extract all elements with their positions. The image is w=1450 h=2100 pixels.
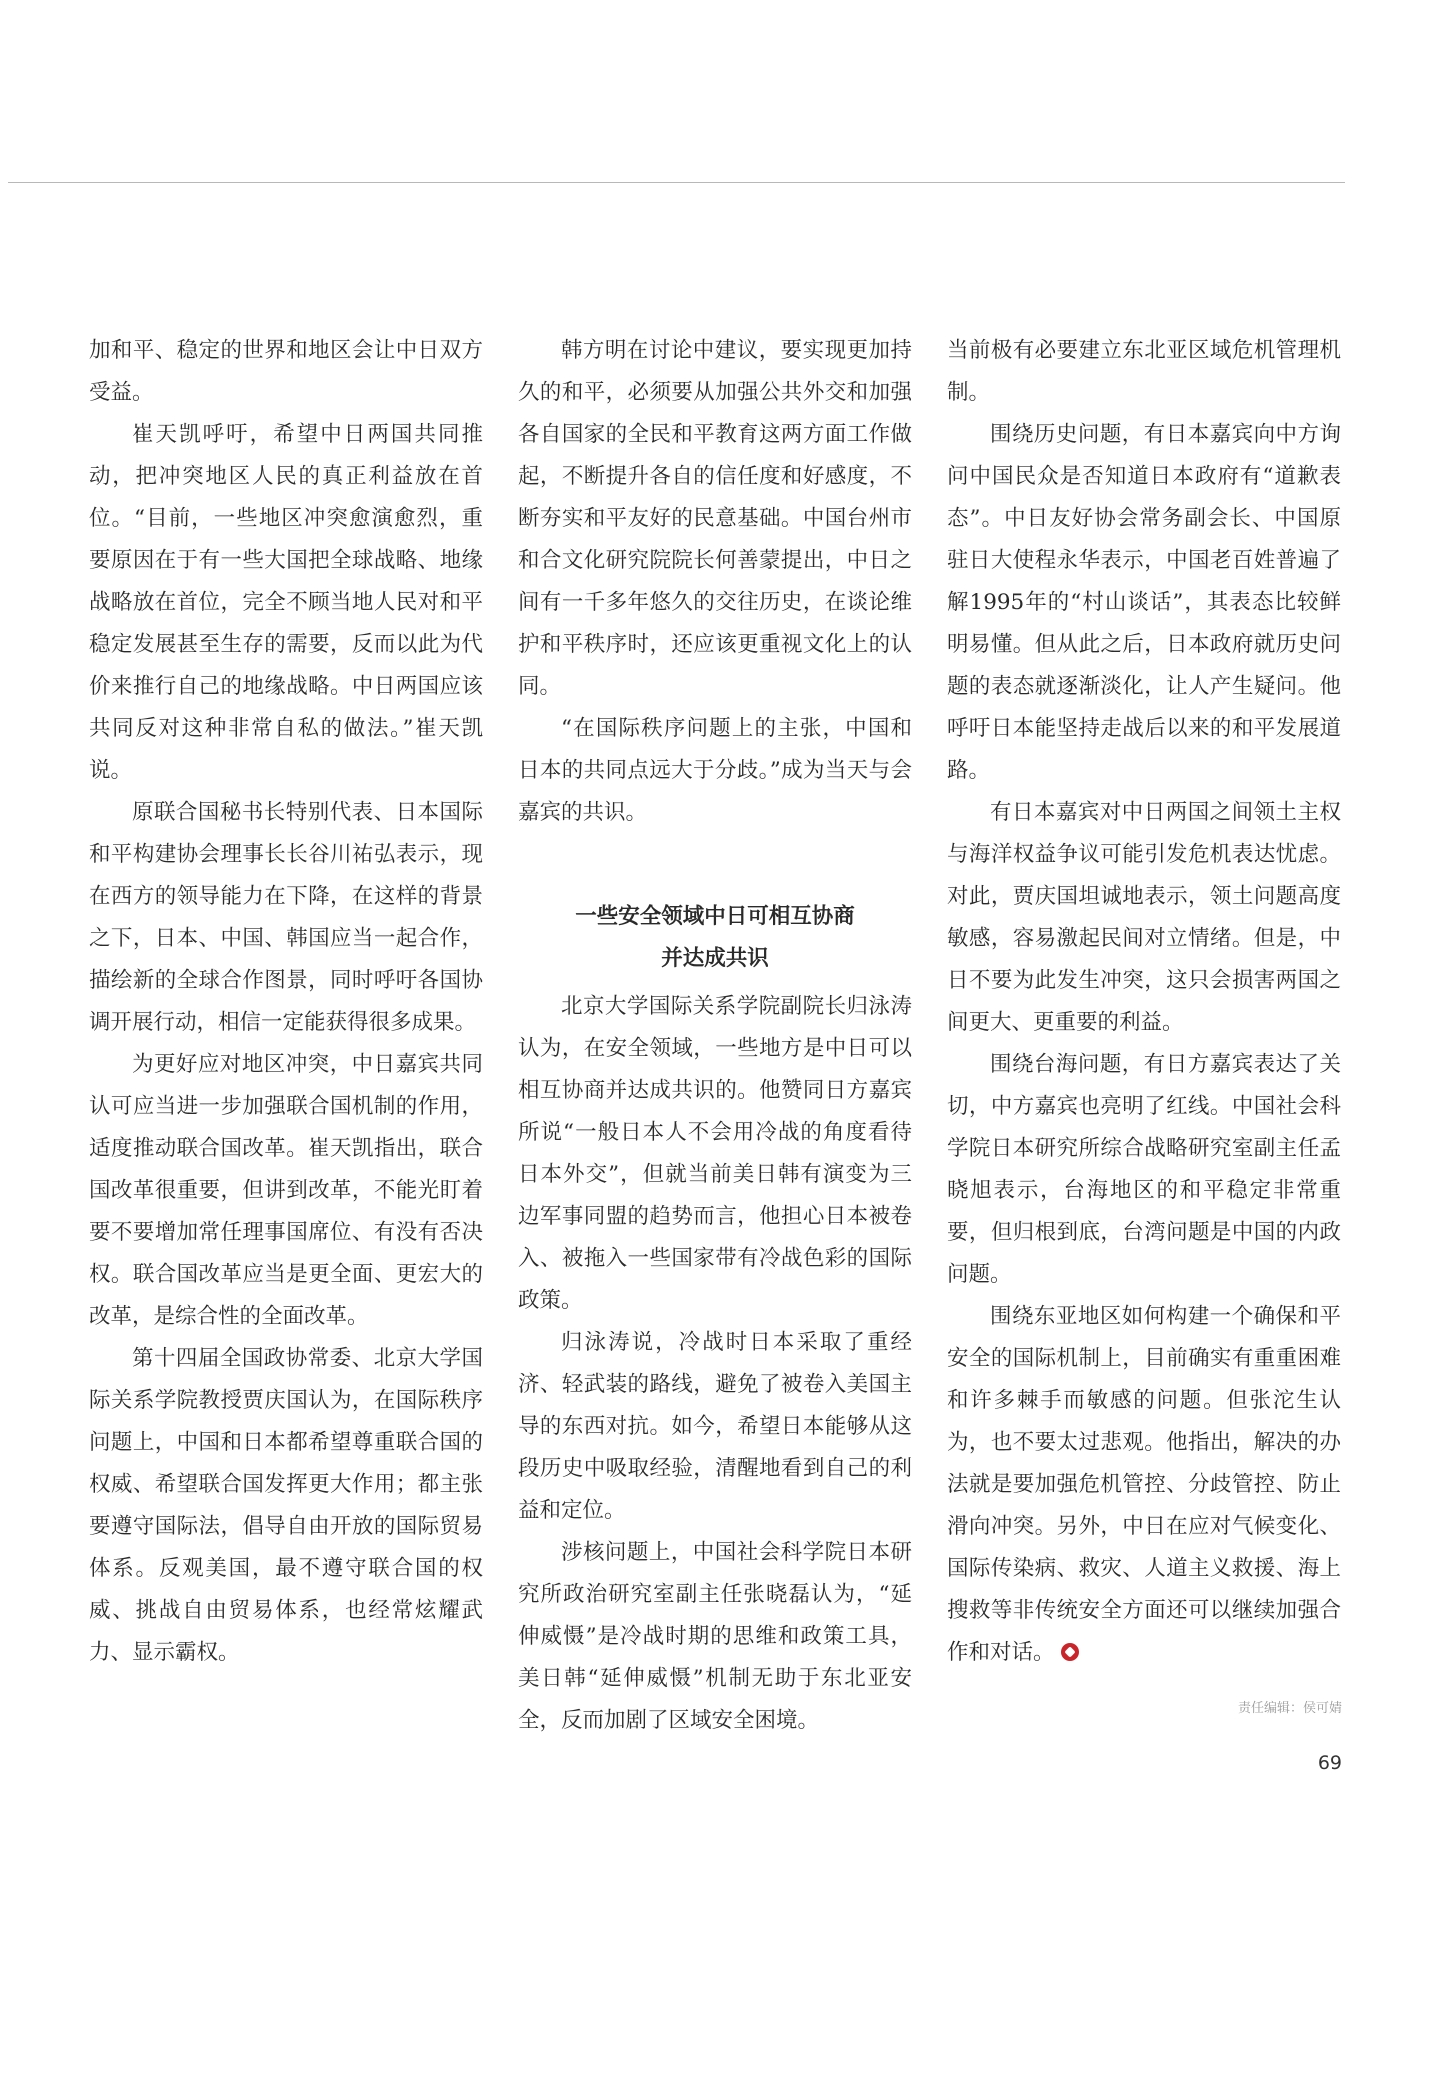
article-column-1 bbox=[89, 330, 483, 1674]
paragraph: 第十四届全国政协常委、北京大学国际关系学院教授贾庆国认为，在国际秩序问题上，中国和日本都希望尊重联合国的权威、希望联合国发挥更大作用；都主张要遵守国际法，倡导自由开放的国际贸易体系。反观美国，最不遵守联合国的权威、挑战自由贸易体系，也经常炫耀武力、显示霸权。 bbox=[89, 1346, 483, 1665]
paragraph: 北京大学国际关系学院副院长归泳涛认为，在安全领域，一些地方是中日可以相互协商并达成共识的。他赞同日方嘉宾所说“一般日本人不会用冷战的角度看待日本外交”，但就当前美日韩有演变为三边军事同盟的趋势而言，他担心日本被卷入、被拖入一些国家带有冷战色彩的国际政策。 bbox=[518, 994, 912, 1313]
editor-credit: 责任编辑：侯可婧 bbox=[1237, 1701, 1342, 1716]
paragraph: 原联合国秘书长特别代表、日本国际和平构建协会理事长长谷川祐弘表示，现在西方的领导能力在下降，在这样的背景之下，日本、中国、韩国应当一起合作，描绘新的全球合作图景，同时呼吁各国协调开展行动，相信一定能获得很多成果。 bbox=[89, 800, 483, 1035]
paragraph: 归泳涛说，冷战时日本采取了重经济、轻武装的路线，避免了被卷入美国主导的东西对抗。如今，希望日本能够从这段历史中吸取经验，清醒地看到自己的利益和定位。 bbox=[518, 1330, 912, 1523]
paragraph: 崔天凯呼吁，希望中日两国共同推动，把冲突地区人民的真正利益放在首位。“目前，一些地区冲突愈演愈烈，重要原因在于有一些大国把全球战略、地缘战略放在首位，完全不顾当地人民对和平稳定发展甚至生存的需要，反而以此为代价来推行自己的地缘战略。中日两国应该共同反对这种非常自私的做法。”崔天凯说。 bbox=[89, 422, 483, 783]
paragraph: “在国际秩序问题上的主张，中国和日本的共同点远大于分歧。”成为当天与会嘉宾的共识。 bbox=[518, 716, 912, 825]
header-rule bbox=[8, 182, 1345, 183]
paragraph: 韩方明在讨论中建议，要实现更加持久的和平，必须要从加强公共外交和加强各自国家的全民和平教育这两方面工作做起，不断提升各自的信任度和好感度，不断夯实和平友好的民意基础。中国台州市和合文化研究院院长何善蒙提出，中日之间有一千多年悠久的交往历史，在谈论维护和平秩序时，还应该更重视文化上的认同。 bbox=[518, 338, 912, 699]
page-number: 69 bbox=[1317, 1752, 1342, 1774]
paragraph: 有日本嘉宾对中日两国之间领土主权与海洋权益争议可能引发危机表达忧虑。对此，贾庆国坦诚地表示，领土问题高度敏感，容易激起民间对立情绪。但是，中日不要为此发生冲突，这只会损害两国之间更大、更重要的利益。 bbox=[947, 800, 1341, 1035]
section-heading-line-1: 一些安全领域中日可相互协商 bbox=[575, 904, 855, 929]
paragraph: 加和平、稳定的世界和地区会让中日双方受益。 bbox=[89, 338, 483, 405]
article-column-3 bbox=[947, 330, 1341, 1674]
paragraph: 围绕台海问题，有日方嘉宾表达了关切，中方嘉宾也亮明了红线。中国社会科学院日本研究所综合战略研究室副主任孟晓旭表示，台海地区的和平稳定非常重要，但归根到底，台湾问题是中国的内政问题。 bbox=[947, 1052, 1341, 1287]
article-column-2 bbox=[518, 330, 912, 1742]
paragraph: 当前极有必要建立东北亚区域危机管理机制。 bbox=[947, 338, 1341, 405]
paragraph: 为更好应对地区冲突，中日嘉宾共同认可应当进一步加强联合国机制的作用，适度推动联合国改革。崔天凯指出，联合国改革很重要，但讲到改革，不能光盯着要不要增加常任理事国席位、有没有否决权。联合国改革应当是更全面、更宏大的改革，是综合性的全面改革。 bbox=[89, 1052, 483, 1329]
paragraph-text: 围绕东亚地区如何构建一个确保和平安全的国际机制上，目前确实有重重困难和许多棘手而敏感的问题。但张沱生认为，也不要太过悲观。他指出，解决的办法就是要加强危机管控、分歧管控、防止滑向冲突。另外，中日在应对气候变化、国际传染病、救灾、人道主义救援、海上搜救等非传统安全方面还可以继续加强合作和对话。 bbox=[947, 1304, 1341, 1665]
paragraph bbox=[947, 1296, 1341, 1674]
section-heading bbox=[518, 896, 912, 980]
paragraph: 围绕历史问题，有日本嘉宾向中方询问中国民众是否知道日本政府有“道歉表态”。中日友好协会常务副会长、中国原驻日大使程永华表示，中国老百姓普遍了解1995年的“村山谈话”，其表态比较鲜明易懂。但从此之后，日本政府就历史问题的表态就逐渐淡化，让人产生疑问。他呼吁日本能坚持走战后以来的和平发展道路。 bbox=[947, 422, 1341, 783]
paragraph: 涉核问题上，中国社会科学院日本研究所政治研究室副主任张晓磊认为，“延伸威慑”是冷战时期的思维和政策工具，美日韩“延伸威慑”机制无助于东北亚安全，反而加剧了区域安全困境。 bbox=[518, 1540, 912, 1733]
end-mark-icon bbox=[1061, 1643, 1079, 1661]
section-heading-line-2: 并达成共识 bbox=[661, 946, 769, 971]
